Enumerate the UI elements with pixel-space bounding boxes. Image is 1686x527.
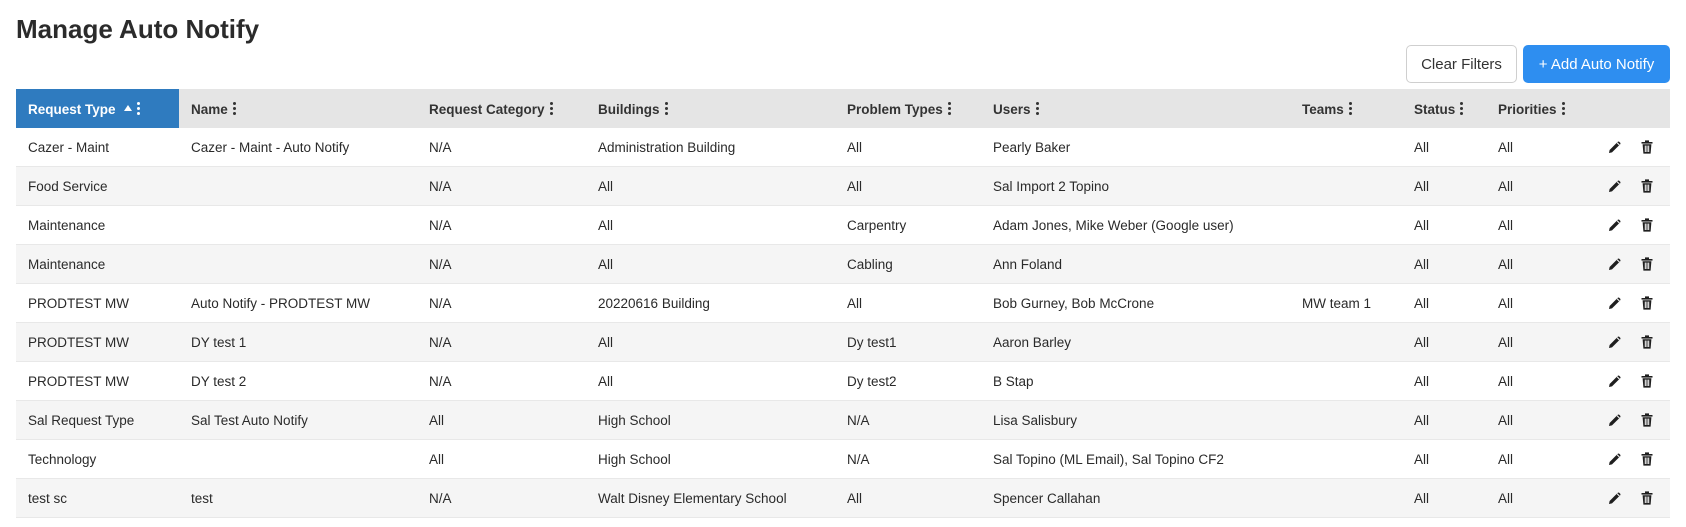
table-body bbox=[16, 128, 1670, 518]
cell-status: All bbox=[1402, 362, 1486, 401]
cell-name: Cazer - Maint - Auto Notify bbox=[179, 128, 417, 167]
row-actions bbox=[1584, 128, 1670, 167]
column-header-label: Status bbox=[1414, 101, 1456, 117]
column-header-request-type[interactable] bbox=[16, 89, 179, 128]
cell-teams: MW team 1 bbox=[1290, 284, 1402, 323]
cell-buildings: All bbox=[586, 245, 835, 284]
cell-request-type: Maintenance bbox=[16, 245, 179, 284]
pencil-icon[interactable] bbox=[1604, 214, 1626, 236]
cell-buildings: All bbox=[586, 323, 835, 362]
cell-name bbox=[179, 206, 417, 245]
column-header-label: Buildings bbox=[598, 101, 660, 117]
cell-priorities: All bbox=[1486, 128, 1584, 167]
pencil-icon[interactable] bbox=[1604, 175, 1626, 197]
table-header-row bbox=[16, 89, 1670, 128]
cell-users: Adam Jones, Mike Weber (Google user) bbox=[981, 206, 1290, 245]
cell-buildings: All bbox=[586, 206, 835, 245]
trash-icon[interactable] bbox=[1636, 448, 1658, 470]
cell-teams bbox=[1290, 128, 1402, 167]
cell-users: Bob Gurney, Bob McCrone bbox=[981, 284, 1290, 323]
cell-request-type: Cazer - Maint bbox=[16, 128, 179, 167]
cell-request-category: N/A bbox=[417, 245, 586, 284]
column-menu-icon[interactable] bbox=[1562, 102, 1565, 115]
cell-users: Sal Topino (ML Email), Sal Topino CF2 bbox=[981, 440, 1290, 479]
cell-priorities: All bbox=[1486, 362, 1584, 401]
cell-request-category: N/A bbox=[417, 479, 586, 518]
sort-ascending-icon[interactable] bbox=[124, 105, 132, 111]
row-actions bbox=[1584, 401, 1670, 440]
cell-request-type: Technology bbox=[16, 440, 179, 479]
trash-icon[interactable] bbox=[1636, 136, 1658, 158]
column-header-label: Request Type bbox=[28, 101, 116, 117]
column-header-actions bbox=[1584, 89, 1670, 128]
trash-icon[interactable] bbox=[1636, 487, 1658, 509]
cell-status: All bbox=[1402, 440, 1486, 479]
cell-request-type: Food Service bbox=[16, 167, 179, 206]
pencil-icon[interactable] bbox=[1604, 331, 1626, 353]
cell-priorities: All bbox=[1486, 284, 1584, 323]
cell-buildings: Administration Building bbox=[586, 128, 835, 167]
cell-priorities: All bbox=[1486, 206, 1584, 245]
cell-buildings: Walt Disney Elementary School bbox=[586, 479, 835, 518]
clear-filters-button[interactable]: Clear Filters bbox=[1406, 45, 1517, 83]
row-actions bbox=[1584, 479, 1670, 518]
cell-teams bbox=[1290, 245, 1402, 284]
cell-buildings: All bbox=[586, 362, 835, 401]
cell-status: All bbox=[1402, 245, 1486, 284]
row-actions bbox=[1584, 167, 1670, 206]
cell-request-type: PRODTEST MW bbox=[16, 362, 179, 401]
auto-notify-table bbox=[16, 89, 1670, 518]
cell-users: Sal Import 2 Topino bbox=[981, 167, 1290, 206]
cell-problem-types: Dy test1 bbox=[835, 323, 981, 362]
column-menu-icon[interactable] bbox=[550, 102, 553, 115]
cell-request-category: All bbox=[417, 440, 586, 479]
cell-request-category: N/A bbox=[417, 284, 586, 323]
cell-teams bbox=[1290, 167, 1402, 206]
cell-problem-types: Dy test2 bbox=[835, 362, 981, 401]
cell-problem-types: Carpentry bbox=[835, 206, 981, 245]
cell-teams bbox=[1290, 401, 1402, 440]
cell-teams bbox=[1290, 440, 1402, 479]
row-actions bbox=[1584, 440, 1670, 479]
cell-teams bbox=[1290, 323, 1402, 362]
cell-users: Aaron Barley bbox=[981, 323, 1290, 362]
cell-teams bbox=[1290, 362, 1402, 401]
cell-name: Sal Test Auto Notify bbox=[179, 401, 417, 440]
cell-buildings: All bbox=[586, 167, 835, 206]
trash-icon[interactable] bbox=[1636, 331, 1658, 353]
table-row bbox=[16, 128, 1670, 167]
cell-teams bbox=[1290, 479, 1402, 518]
column-header-buildings[interactable] bbox=[586, 89, 835, 128]
column-header-status[interactable] bbox=[1402, 89, 1486, 128]
column-header-label: Request Category bbox=[429, 101, 545, 117]
column-header-label: Teams bbox=[1302, 101, 1344, 117]
trash-icon[interactable] bbox=[1636, 253, 1658, 275]
add-auto-notify-button[interactable]: + Add Auto Notify bbox=[1523, 45, 1670, 83]
table-row bbox=[16, 362, 1670, 401]
column-header-priorities[interactable] bbox=[1486, 89, 1584, 128]
table-row bbox=[16, 440, 1670, 479]
cell-buildings: High School bbox=[586, 401, 835, 440]
cell-request-category: N/A bbox=[417, 206, 586, 245]
cell-problem-types: Cabling bbox=[835, 245, 981, 284]
column-menu-icon[interactable] bbox=[665, 102, 668, 115]
column-menu-icon[interactable] bbox=[1349, 102, 1352, 115]
column-menu-icon[interactable] bbox=[1460, 102, 1463, 115]
row-actions bbox=[1584, 362, 1670, 401]
cell-request-type: PRODTEST MW bbox=[16, 284, 179, 323]
column-header-name[interactable] bbox=[179, 89, 417, 128]
column-header-problem-types[interactable] bbox=[835, 89, 981, 128]
cell-problem-types: All bbox=[835, 167, 981, 206]
cell-name: DY test 2 bbox=[179, 362, 417, 401]
cell-priorities: All bbox=[1486, 440, 1584, 479]
cell-buildings: High School bbox=[586, 440, 835, 479]
cell-problem-types: N/A bbox=[835, 401, 981, 440]
trash-icon[interactable] bbox=[1636, 214, 1658, 236]
column-menu-icon[interactable] bbox=[233, 102, 236, 115]
cell-teams bbox=[1290, 206, 1402, 245]
pencil-icon[interactable] bbox=[1604, 409, 1626, 431]
column-header-label: Name bbox=[191, 101, 228, 117]
cell-name bbox=[179, 440, 417, 479]
pencil-icon[interactable] bbox=[1604, 370, 1626, 392]
cell-request-category: N/A bbox=[417, 362, 586, 401]
cell-request-type: Sal Request Type bbox=[16, 401, 179, 440]
trash-icon[interactable] bbox=[1636, 370, 1658, 392]
cell-priorities: All bbox=[1486, 245, 1584, 284]
column-menu-icon[interactable] bbox=[1036, 102, 1039, 115]
column-header-label: Priorities bbox=[1498, 101, 1557, 117]
pencil-icon[interactable] bbox=[1604, 448, 1626, 470]
cell-problem-types: All bbox=[835, 479, 981, 518]
cell-request-type: test sc bbox=[16, 479, 179, 518]
cell-users: Ann Foland bbox=[981, 245, 1290, 284]
row-actions bbox=[1584, 284, 1670, 323]
pencil-icon[interactable] bbox=[1604, 253, 1626, 275]
cell-status: All bbox=[1402, 401, 1486, 440]
cell-users: Spencer Callahan bbox=[981, 479, 1290, 518]
table-row bbox=[16, 284, 1670, 323]
column-header-label: Users bbox=[993, 101, 1031, 117]
cell-priorities: All bbox=[1486, 167, 1584, 206]
cell-users: B Stap bbox=[981, 362, 1290, 401]
column-menu-icon[interactable] bbox=[137, 102, 140, 115]
column-header-request-category[interactable] bbox=[417, 89, 586, 128]
cell-status: All bbox=[1402, 206, 1486, 245]
table-row bbox=[16, 401, 1670, 440]
column-header-label: Problem Types bbox=[847, 101, 943, 117]
cell-request-category: All bbox=[417, 401, 586, 440]
table-row bbox=[16, 206, 1670, 245]
table-row bbox=[16, 245, 1670, 284]
row-actions bbox=[1584, 323, 1670, 362]
pencil-icon[interactable] bbox=[1604, 292, 1626, 314]
cell-priorities: All bbox=[1486, 479, 1584, 518]
page-title: Manage Auto Notify bbox=[16, 14, 260, 44]
cell-priorities: All bbox=[1486, 323, 1584, 362]
row-actions bbox=[1584, 245, 1670, 284]
pencil-icon[interactable] bbox=[1604, 487, 1626, 509]
cell-status: All bbox=[1402, 323, 1486, 362]
trash-icon[interactable] bbox=[1636, 292, 1658, 314]
cell-name: Auto Notify - PRODTEST MW bbox=[179, 284, 417, 323]
column-menu-icon[interactable] bbox=[948, 102, 951, 115]
cell-status: All bbox=[1402, 167, 1486, 206]
cell-name bbox=[179, 245, 417, 284]
trash-icon[interactable] bbox=[1636, 409, 1658, 431]
trash-icon[interactable] bbox=[1636, 175, 1658, 197]
cell-name bbox=[179, 167, 417, 206]
table-row bbox=[16, 479, 1670, 518]
cell-users: Lisa Salisbury bbox=[981, 401, 1290, 440]
cell-name: test bbox=[179, 479, 417, 518]
table-row bbox=[16, 323, 1670, 362]
column-header-teams[interactable] bbox=[1290, 89, 1402, 128]
cell-priorities: All bbox=[1486, 401, 1584, 440]
table-row bbox=[16, 167, 1670, 206]
cell-request-category: N/A bbox=[417, 128, 586, 167]
cell-request-category: N/A bbox=[417, 167, 586, 206]
cell-buildings: 20220616 Building bbox=[586, 284, 835, 323]
cell-request-type: Maintenance bbox=[16, 206, 179, 245]
cell-name: DY test 1 bbox=[179, 323, 417, 362]
row-actions bbox=[1584, 206, 1670, 245]
column-header-users[interactable] bbox=[981, 89, 1290, 128]
pencil-icon[interactable] bbox=[1604, 136, 1626, 158]
toolbar bbox=[1406, 45, 1670, 83]
cell-users: Pearly Baker bbox=[981, 128, 1290, 167]
cell-status: All bbox=[1402, 128, 1486, 167]
cell-request-category: N/A bbox=[417, 323, 586, 362]
cell-status: All bbox=[1402, 479, 1486, 518]
cell-status: All bbox=[1402, 284, 1486, 323]
cell-request-type: PRODTEST MW bbox=[16, 323, 179, 362]
cell-problem-types: N/A bbox=[835, 440, 981, 479]
cell-problem-types: All bbox=[835, 284, 981, 323]
cell-problem-types: All bbox=[835, 128, 981, 167]
